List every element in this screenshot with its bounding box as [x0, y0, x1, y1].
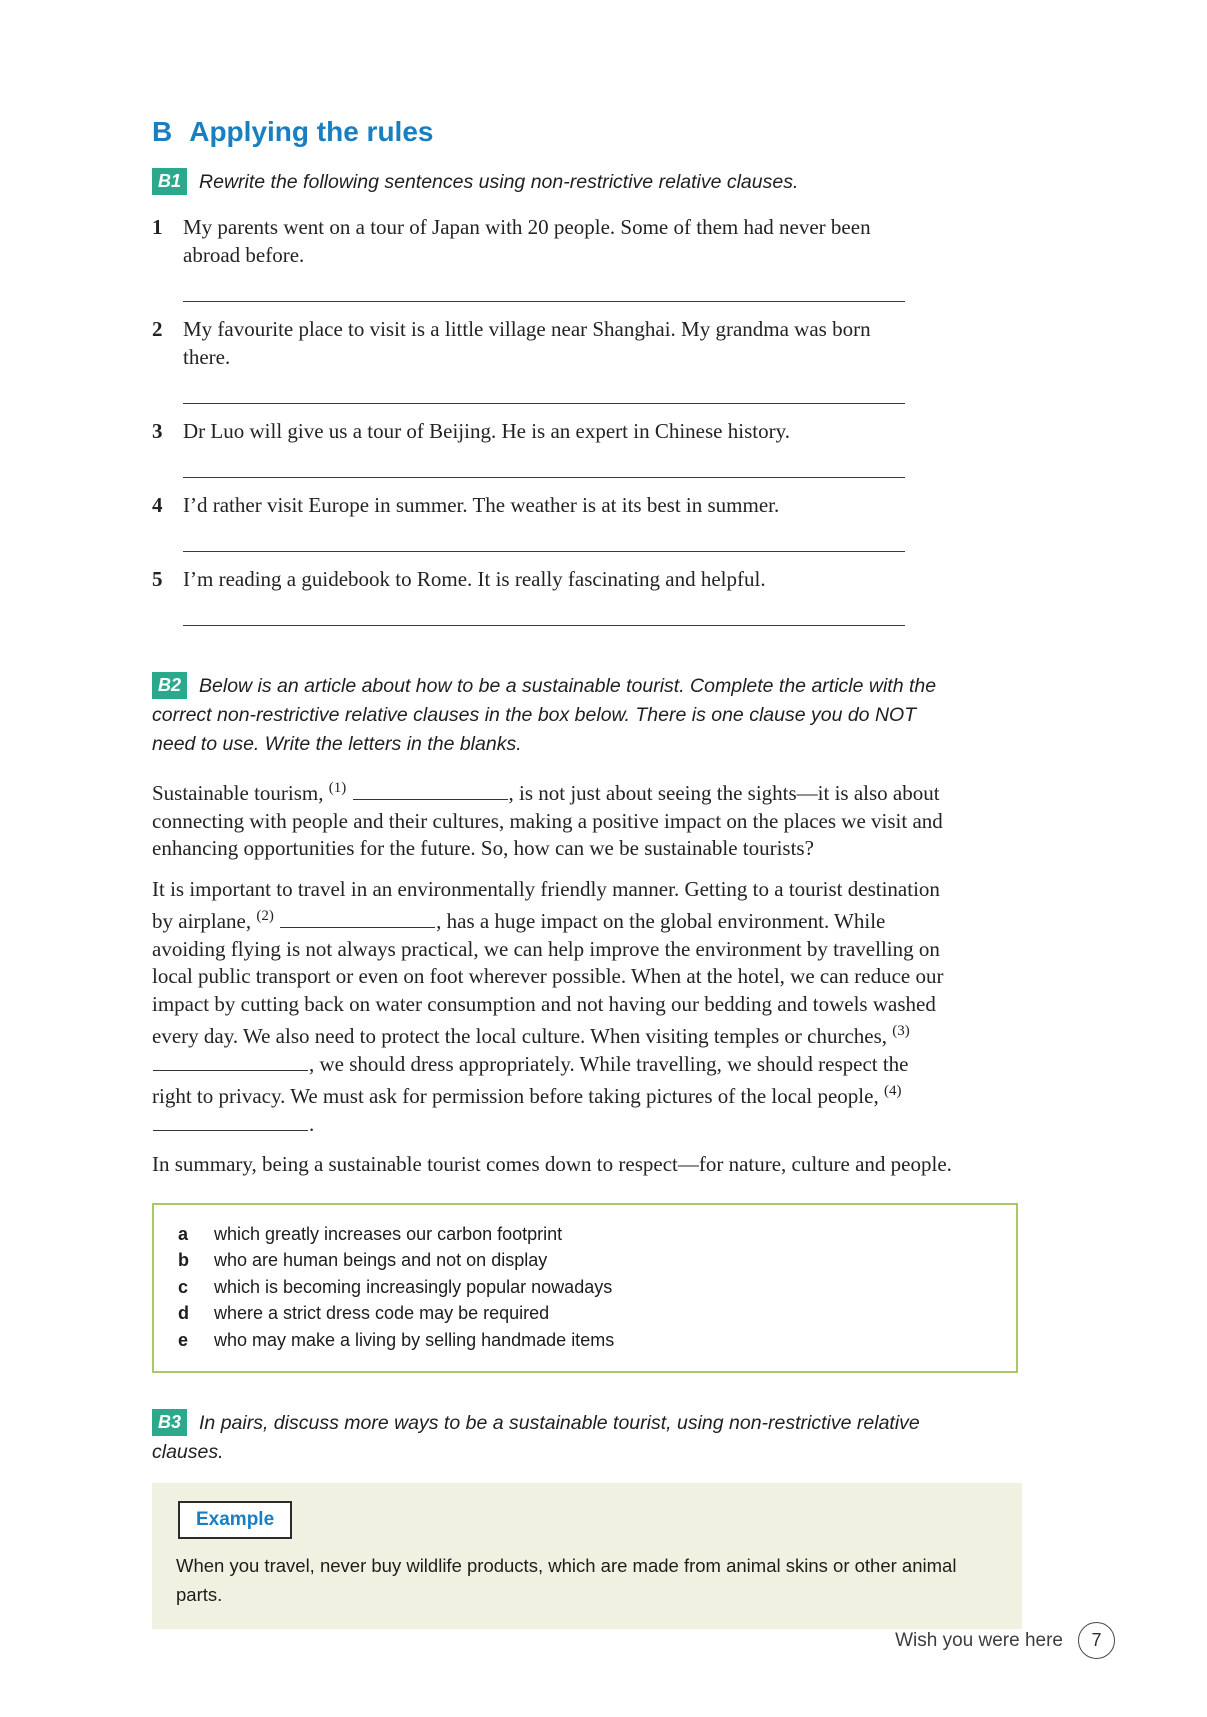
answer-write-line — [183, 403, 905, 404]
b1-item-list — [152, 213, 1032, 626]
example-box — [152, 1483, 1022, 1629]
b1-sentence-item — [152, 213, 1032, 302]
blank-number: (1) — [328, 780, 347, 796]
exercise-b3-instruction-text: In pairs, discuss more ways to be a sustainable tourist, using non-restrictive relative clauses. — [152, 1412, 920, 1463]
clause-option-text: which is becoming increasingly popular nowadays — [214, 1276, 613, 1297]
example-label: Example — [178, 1501, 292, 1539]
clause-option-letter: a — [178, 1223, 189, 1244]
clause-option-letter: d — [178, 1303, 189, 1323]
section-letter: B — [152, 116, 173, 147]
blank-number: (3) — [892, 1023, 910, 1039]
blank-number: (4) — [883, 1083, 902, 1099]
answer-blank — [153, 1053, 308, 1071]
blank-number: (2) — [256, 908, 274, 924]
exercise-b3 — [152, 1409, 1032, 1629]
clause-option — [168, 1300, 998, 1327]
example-text: When you travel, never buy wildlife products, which are made from animal skins or other animal parts. — [176, 1555, 957, 1605]
clause-option — [168, 1247, 998, 1274]
b1-sentence-item — [152, 491, 1032, 552]
b1-item-body — [183, 565, 905, 626]
b1-item-body — [183, 315, 905, 404]
page-footer — [895, 1622, 1115, 1659]
clause-option-text: who may make a living by selling handmade items — [214, 1329, 615, 1350]
unit-title: Wish you were here — [895, 1629, 1063, 1651]
b1-item-number: 5 — [152, 567, 163, 591]
exercise-b1-badge: B1 — [152, 168, 187, 195]
b1-item-number: 4 — [152, 493, 163, 517]
article-paragraph: In summary, being a sustainable tourist comes down to respect—for nature, culture and people. — [152, 1152, 952, 1176]
exercise-b1-instruction — [152, 168, 962, 197]
b1-item-body — [183, 491, 905, 552]
answer-blank — [153, 1113, 308, 1131]
clause-option — [168, 1327, 998, 1354]
b1-item-text: I’d rather visit Europe in summer. The weather is at its best in summer. — [183, 493, 780, 517]
b1-item-text: I’m reading a guidebook to Rome. It is really fascinating and helpful. — [183, 567, 766, 591]
clause-option — [168, 1221, 998, 1248]
answer-blank — [280, 910, 435, 928]
b1-item-text: My parents went on a tour of Japan with 20 people. Some of them had never been abroad before. — [183, 215, 871, 267]
exercise-b2-badge: B2 — [152, 672, 187, 699]
clause-option-letter: e — [178, 1329, 189, 1350]
b1-item-number: 1 — [152, 215, 163, 239]
page-content — [152, 116, 1032, 1629]
exercise-b2-instruction-text: Below is an article about how to be a sustainable tourist. Complete the article with the correct non-restrictive relative clauses in the box below. There is one clause you do NOT need to use. Write the letters in the blanks. — [152, 675, 937, 755]
b1-item-number: 2 — [152, 317, 163, 341]
b1-item-body — [183, 213, 905, 302]
exercise-b1-instruction-text: Rewrite the following sentences using non-restrictive relative clauses. — [199, 171, 799, 193]
b1-sentence-item — [152, 315, 1032, 404]
exercise-b3-badge: B3 — [152, 1409, 187, 1436]
b1-item-text: My favourite place to visit is a little village near Shanghai. My grandma was born there. — [183, 317, 871, 369]
clause-option-letter: c — [178, 1276, 189, 1297]
clause-option-text: which greatly increases our carbon footprint — [214, 1223, 563, 1244]
page-number: 7 — [1078, 1622, 1115, 1659]
answer-write-line — [183, 551, 905, 552]
exercise-b2 — [152, 672, 1032, 1373]
b1-sentence-item — [152, 417, 1032, 478]
b1-item-text: Dr Luo will give us a tour of Beijing. He is an expert in Chinese history. — [183, 419, 790, 443]
clause-option — [168, 1274, 998, 1301]
b1-sentence-item — [152, 565, 1032, 626]
clause-option-text: where a strict dress code may be required — [214, 1303, 550, 1323]
exercise-b2-instruction — [152, 672, 962, 759]
article-paragraph: It is important to travel in an environmentally friendly manner. Getting to a tourist destination by airplane, $^{(2)}$ , has a huge impact on the global environment. While avoiding flying is not always practical, we can help improve the environment by travelling on local public transport or even on foot wherever possible. When at the hotel, we can reduce our impact by cutting back on water consumption and not having our bedding and towels washed every day. We also need to protect the local culture. When visiting temples or churches, $^{(3)}$ , we should dress appropriately. While travelling, we should respect the right to privacy. We must ask for permission before taking pictures of the local people, $^{(4)}$ . — [152, 876, 944, 1136]
exercise-b3-instruction — [152, 1409, 962, 1467]
b1-item-body — [183, 417, 905, 478]
article — [152, 775, 1032, 1179]
section-title: Applying the rules — [189, 116, 434, 147]
answer-write-line — [183, 625, 905, 626]
clause-option-letter: b — [178, 1250, 189, 1270]
answer-blank — [353, 782, 508, 800]
clause-option-text: who are human beings and not on display — [214, 1250, 548, 1270]
answer-write-line — [183, 477, 905, 478]
article-paragraph: Sustainable tourism, $^{(1)}$ , is not just about seeing the sights—it is also about connecting with people and their cultures, making a positive impact on the places we visit and enhancing opportunities for the future. So, how can we be sustainable tourists? — [152, 780, 943, 860]
clause-options-box — [152, 1203, 1018, 1374]
section-heading — [152, 116, 1032, 148]
b1-item-number: 3 — [152, 419, 163, 443]
answer-write-line — [183, 301, 905, 302]
